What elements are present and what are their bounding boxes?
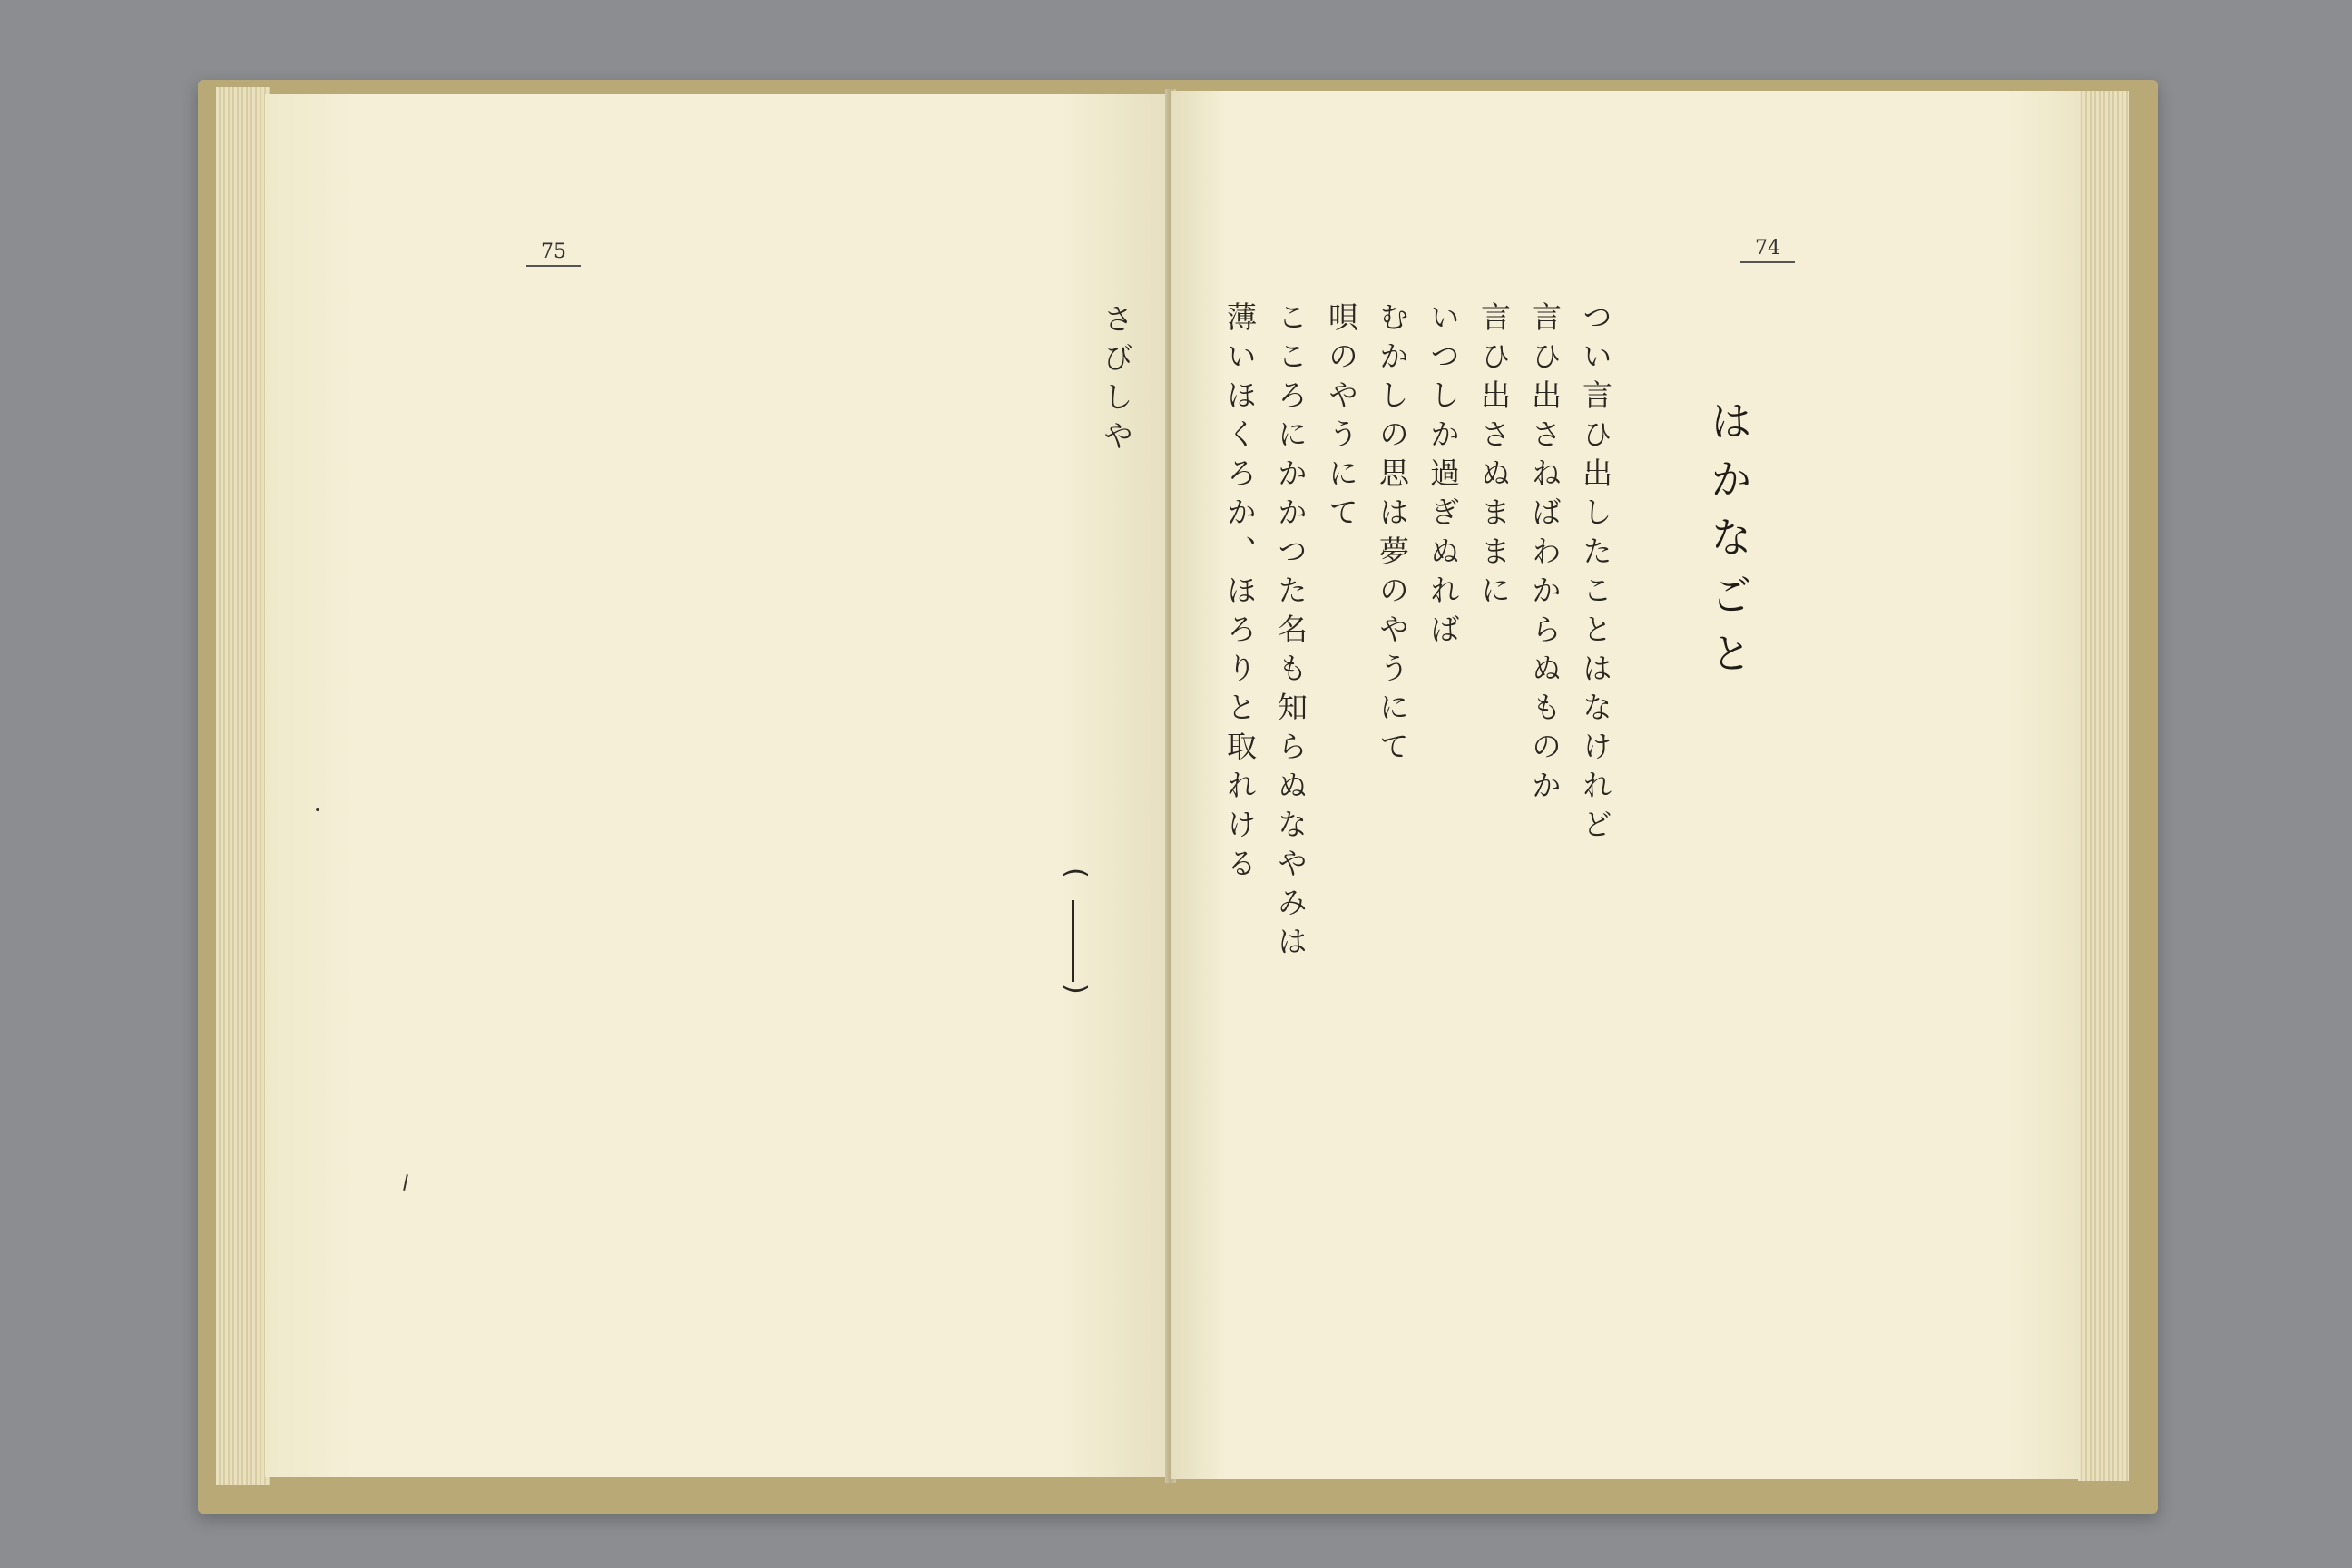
closing-bracket-bottom: ) <box>1060 984 1092 995</box>
left-page-edges <box>216 87 270 1485</box>
ink-speck <box>316 808 319 811</box>
poem-line-3: 言ひ出さぬままに <box>1476 301 1512 613</box>
poem-line-8: 薄いほくろか、ほろりと取れける <box>1222 301 1258 887</box>
right-page <box>1171 91 2080 1479</box>
poem-line-5: むかしの思は夢のやうにて <box>1375 301 1410 769</box>
poem-line-4: いつしか過ぎぬれば <box>1426 301 1461 652</box>
left-page-line-1: さびしや <box>1099 303 1134 459</box>
page-number-right: 74 <box>1740 238 1795 263</box>
poem-line-2: 言ひ出さねばわからぬものか <box>1527 301 1563 808</box>
page-number-left: 75 <box>526 241 581 267</box>
right-page-edges <box>2078 91 2129 1481</box>
left-page <box>265 94 1171 1477</box>
poem-line-6: 唄のやうにて <box>1324 301 1359 535</box>
ink-speck <box>403 1174 408 1191</box>
closing-bracket-top: ( <box>1060 867 1092 878</box>
closing-dash-line <box>1072 900 1074 982</box>
poem-title: はかなごと <box>1704 399 1753 690</box>
poem-line-7: こころにかかつた名も知らぬなやみは <box>1273 301 1308 965</box>
poem-line-1: つい言ひ出したことはなけれど <box>1578 301 1613 848</box>
